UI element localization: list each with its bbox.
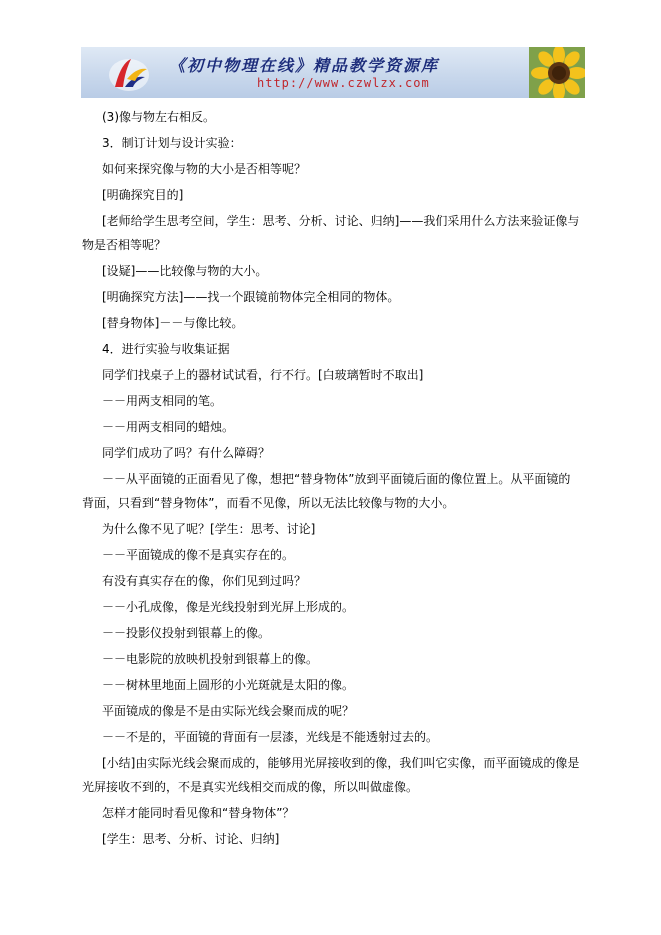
paragraph: －－从平面镜的正面看见了像，想把“替身物体”放到平面镜后面的像位置上。从平面镜的背面，只看到“替身物体”，而看不见像，所以无法比较像与物的大小。 bbox=[82, 472, 571, 510]
paragraph: －－不是的，平面镜的背面有一层漆，光线是不能透射过去的。 bbox=[102, 730, 439, 744]
header-banner bbox=[81, 47, 585, 98]
paragraph: 平面镜成的像是不是由实际光线会聚而成的呢？ bbox=[102, 704, 355, 718]
paragraph: －－小孔成像，像是光线投射到光屏上形成的。 bbox=[102, 600, 355, 614]
paragraph: －－投影仪投射到银幕上的像。 bbox=[102, 626, 271, 640]
paragraph: 怎样才能同时看见像和“替身物体”？ bbox=[102, 806, 295, 820]
logo-icon bbox=[107, 53, 151, 93]
paragraph: [明确探究目的] bbox=[102, 188, 184, 202]
paragraph: 3．制订计划与设计实验： bbox=[102, 136, 242, 150]
paragraph: (3)像与物左右相反。 bbox=[102, 110, 215, 124]
sunflower-icon bbox=[529, 47, 585, 98]
paragraph: －－电影院的放映机投射到银幕上的像。 bbox=[102, 652, 319, 666]
paragraph: 为什么像不见了呢？[学生：思考、讨论] bbox=[102, 522, 316, 536]
paragraph: 4．进行实验与收集证据 bbox=[102, 342, 230, 356]
paragraph: [学生：思考、分析、讨论、归纳] bbox=[102, 832, 280, 846]
paragraph: [替身物体]－－与像比较。 bbox=[102, 316, 244, 330]
paragraph: －－用两支相同的笔。 bbox=[102, 394, 223, 408]
paragraph: [设疑]——比较像与物的大小。 bbox=[102, 264, 268, 278]
paragraph: [明确探究方法]——找一个跟镜前物体完全相同的物体。 bbox=[102, 290, 400, 304]
paragraph: 同学们成功了吗？有什么障碍？ bbox=[102, 446, 271, 460]
document-body bbox=[82, 104, 582, 852]
site-url[interactable]: http://www.czwlzx.com bbox=[257, 76, 430, 90]
paragraph: 如何来探究像与物的大小是否相等呢？ bbox=[102, 162, 307, 176]
paragraph: [小结]由实际光线会聚而成的，能够用光屏接收到的像，我们叫它实像，而平面镜成的像是光屏接收不到的，不是真实光线相交而成的像，所以叫做虚像。 bbox=[82, 756, 580, 794]
paragraph: －－用两支相同的蜡烛。 bbox=[102, 420, 235, 434]
site-title: 《初中物理在线》精品教学资源库 bbox=[169, 56, 440, 75]
paragraph: －－树林里地面上圆形的小光斑就是太阳的像。 bbox=[102, 678, 355, 692]
paragraph: 有没有真实存在的像，你们见到过吗？ bbox=[102, 574, 307, 588]
paragraph: －－平面镜成的像不是真实存在的。 bbox=[102, 548, 295, 562]
paragraph: [老师给学生思考空间，学生：思考、分析、讨论、归纳]——我们采用什么方法来验证像与物是否相等呢？ bbox=[82, 214, 580, 252]
paragraph: 同学们找桌子上的器材试试看，行不行。[白玻璃暂时不取出] bbox=[102, 368, 424, 382]
